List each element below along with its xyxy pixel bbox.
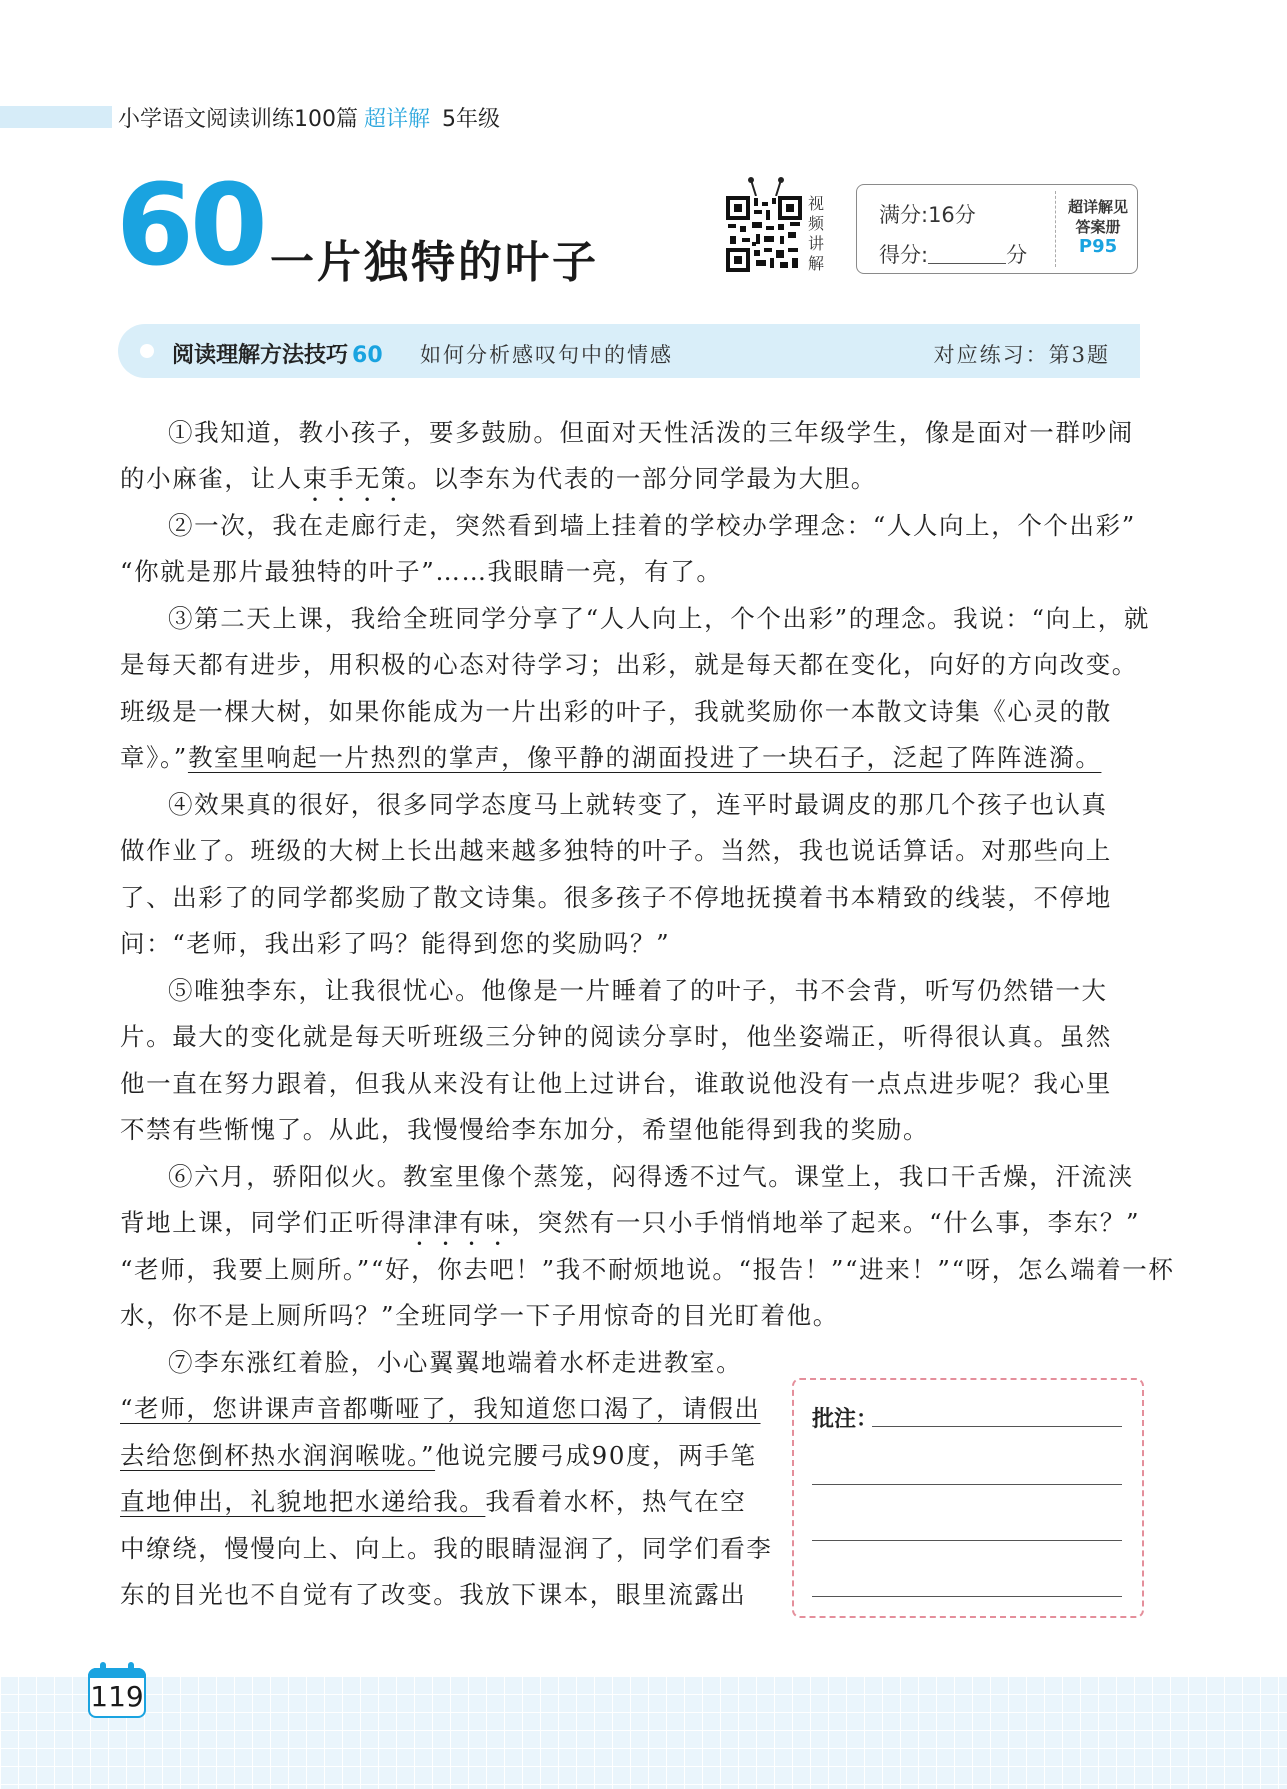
method-tip-bar — [118, 324, 1140, 378]
p6-line2 — [120, 1206, 1140, 1251]
text-span: 他说完腰弓成90度，两手笔 — [435, 1441, 757, 1470]
running-header — [118, 102, 500, 133]
text-span: 背地上课，同学们正听得 — [120, 1208, 408, 1237]
book-title: 小学语文阅读训练100篇 — [118, 107, 358, 132]
p3-line2: 是每天都有进步，用积极的心态对待学习；出彩，就是每天都在变化，向好的方向改变。 — [120, 650, 1138, 679]
book-subtitle-accent: 超详解 — [364, 107, 431, 132]
calendar-ring-icon — [100, 1662, 106, 1674]
full-score: 满分:16分 — [879, 203, 976, 227]
p3-line1: ③第二天上课，我给全班同学分享了“人人向上，个个出彩”的理念。我说：“向上，就 — [168, 604, 1150, 633]
score-divider — [1055, 191, 1056, 267]
p1-line2 — [120, 462, 877, 507]
answer-page: P95 — [1078, 236, 1118, 257]
score-field[interactable] — [879, 239, 1027, 269]
p2-line2: “你就是那片最独特的叶子”……我眼睛一亮，有了。 — [120, 557, 723, 586]
page-number-badge — [88, 1668, 146, 1718]
footer-grid-background — [0, 1676, 1287, 1789]
p7-line4 — [120, 1485, 746, 1519]
underlined-sentence: 直地伸出，礼貌地把水递给我。 — [120, 1487, 486, 1516]
p7-line2: “老师，您讲课声音都嘶哑了，我知道您口渴了，请假出 — [120, 1394, 761, 1423]
p5-line1: ⑤唯独李东，让我很忧心。他像是一片睡着了的叶子，书不会背，听写仍然错一大 — [168, 976, 1108, 1005]
p6-line3: “老师，我要上厕所。”“好，你去吧！”我不耐烦地说。“报告！”“进来！”“呀，怎么端着一杯 — [120, 1255, 1175, 1284]
p7-line6: 东的目光也不自觉有了改变。我放下课本，眼里流露出 — [120, 1580, 747, 1609]
grade-label: 5年级 — [442, 107, 501, 132]
p3-line3: 班级是一棵大树，如果你能成为一片出彩的叶子，我就奖励你一本散文诗集《心灵的散 — [120, 697, 1112, 726]
emphasized-phrase: 津津有味 — [407, 1208, 512, 1237]
method-description: 如何分析感叹句中的情感 — [420, 343, 673, 367]
qr-label-char: 视 — [808, 194, 825, 213]
score-blank[interactable] — [928, 245, 1006, 264]
method-exercise-ref: 对应练习：第3题 — [933, 343, 1110, 367]
annotation-label: 批注： — [812, 1407, 879, 1432]
p7-line3 — [120, 1439, 757, 1473]
p5-line2: 片。最大的变化就是每天听班级三分钟的阅读分享时，他坐姿端正，听得很认真。虽然 — [120, 1022, 1112, 1051]
emphasized-phrase: 束手无策 — [302, 464, 408, 493]
score-box — [856, 184, 1138, 274]
page-number: 119 — [90, 1680, 144, 1713]
p5-line3: 他一直在努力跟着，但我从来没有让他上过讲台，谁敢说他没有一点点进步呢？我心里 — [120, 1069, 1112, 1098]
p5-line4: 不禁有些惭愧了。从此，我慢慢给李东加分，希望他能得到我的奖励。 — [120, 1115, 930, 1144]
annotation-write-line[interactable] — [812, 1540, 1122, 1541]
underlined-sentence: 去给您倒杯热水润润喉咙。” — [120, 1441, 436, 1470]
text-span: 的小麻雀，让人 — [120, 464, 303, 493]
lesson-number: 60 — [116, 161, 264, 291]
text-span: 。以李东为代表的一部分同学最为大胆。 — [407, 464, 877, 493]
lesson-title: 一片独特的叶子 — [270, 237, 599, 288]
qr-label-char: 讲 — [808, 234, 825, 253]
p4-line1: ④效果真的很好，很多同学态度马上就转变了，连平时最调皮的那几个孩子也认真 — [168, 790, 1108, 819]
qr-antenna-icon — [748, 176, 784, 198]
p7-line5: 中缭绕，慢慢向上、向上。我的眼睛湿润了，同学们看李 — [120, 1534, 773, 1563]
answer-ref-line1: 超详解见 — [1067, 198, 1128, 216]
text-span: ，突然有一只小手悄悄地举了起来。“什么事，李东？” — [511, 1208, 1141, 1237]
calendar-top-icon — [88, 1668, 146, 1678]
p4-line2: 做作业了。班级的大树上长出越来越多独特的叶子。当然，我也说话算话。对那些向上 — [120, 836, 1112, 865]
text-span: 章》。” — [120, 743, 188, 772]
qr-video-label — [808, 194, 830, 274]
answer-reference — [1059, 197, 1137, 257]
text-span: 我看着水杯，热气在空 — [485, 1487, 747, 1516]
p1-line1: ①我知道，教小孩子，要多鼓励。但面对天性活泼的三年级学生，像是面对一群吵闹 — [168, 418, 1134, 447]
header-accent-bar — [0, 106, 112, 128]
score-suffix: 分 — [1006, 243, 1028, 267]
annotation-write-line[interactable] — [872, 1426, 1122, 1427]
p6-line4: 水，你不是上厕所吗？”全班同学一下子用惊奇的目光盯着他。 — [120, 1301, 839, 1330]
p4-line3: 了、出彩了的同学都奖励了散文诗集。很多孩子不停地抚摸着书本精致的线装，不停地 — [120, 883, 1112, 912]
qr-label-char: 解 — [808, 254, 825, 273]
p2-line1: ②一次，我在走廊行走，突然看到墙上挂着的学校办学理念：“人人向上，个个出彩” — [168, 511, 1136, 540]
p3-line4 — [120, 741, 1101, 775]
p6-line1: ⑥六月，骄阳似火。教室里像个蒸笼，闷得透不过气。课堂上，我口干舌燥，汗流浃 — [168, 1162, 1134, 1191]
p7-line1: ⑦李东涨红着脸，小心翼翼地端着水杯走进教室。 — [168, 1348, 743, 1377]
method-title — [172, 338, 383, 369]
method-title-text: 阅读理解方法技巧 — [172, 343, 349, 368]
score-prefix: 得分: — [879, 243, 929, 267]
annotation-write-line[interactable] — [812, 1596, 1122, 1597]
qr-label-char: 频 — [808, 214, 825, 233]
bullet-dot-icon — [140, 344, 154, 358]
answer-ref-line2: 答案册 — [1075, 218, 1121, 236]
method-number: 60 — [352, 343, 383, 368]
p4-line4: 问：“老师，我出彩了吗？能得到您的奖励吗？” — [120, 929, 671, 958]
qr-code-icon[interactable] — [726, 196, 802, 272]
underlined-sentence: 教室里响起一片热烈的掌声，像平静的湖面投进了一块石子，泛起了阵阵涟漪。 — [187, 743, 1102, 772]
calendar-ring-icon — [128, 1662, 134, 1674]
annotation-box[interactable] — [792, 1378, 1144, 1618]
annotation-write-line[interactable] — [812, 1484, 1122, 1485]
